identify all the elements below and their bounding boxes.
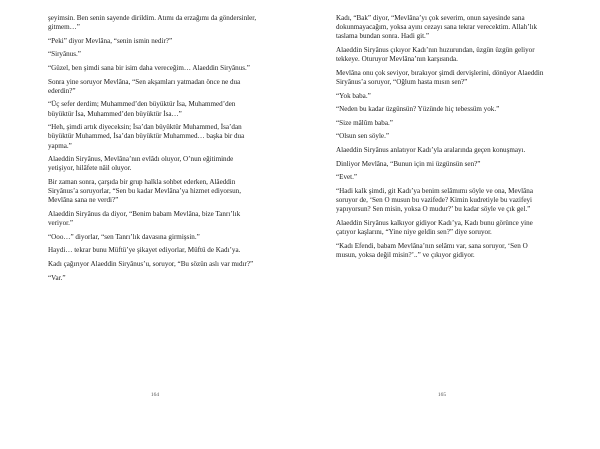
paragraph: “Üç sefer derdim; Muhammed’den büyüktür İsa, Muhammed’den büyüktür İsa, Muhammed’den büyüktür İsa…” [48,100,236,118]
paragraph: “Neden bu kadar üzgünsün? Yüzünde hiç tebessüm yok.” [336,105,500,114]
paragraph: şeyimsin. Ben senin sayende dirildim. Atımı da erzağımı da göndersinler, gitmem…” [48,14,257,32]
paragraph: “Olsun sen söyle.” [336,132,389,141]
left-text-column [48,14,260,287]
paragraph: “Size mâlûm baba.” [336,118,393,127]
right-text-column [336,14,548,264]
paragraph: Dinliyor Mevlâna, “Bunun için mi üzgünsün sen?” [336,159,481,168]
paragraph: Alaeddin Siryânus, Mevlâna’nın evlâdı oluyor, O’nun eğitiminde yetişiyor, hilâfete nâil oluyor. [48,155,234,173]
paragraph: Kadı çağırıyor Alaeddin Siryânus’u, soruyor, “Bu sözün aslı var mıdır?” [48,259,254,268]
paragraph: Kadı, “Bak” diyor, “Mevlâna’yı çok severim, onun sayesinde sana dokunmayacağım, yoksa ayını cezayı sana tekrar verecektim. Allah’lık taslama bundan sonra. Hadi git.” [336,14,538,41]
paragraph: “Var.” [48,273,66,282]
paragraph: “Evet.” [336,173,358,182]
right-page [300,0,600,449]
paragraph: “Peki” diyor Mevlâna, “senin ismin nedir?” [48,36,173,45]
paragraph: Alaeddin Siryânus anlatıyor Kadı’yla aralarında geçen konuşmayı. [336,145,526,154]
paragraph: “Yok baba.” [336,91,371,100]
paragraph: “Kadı Efendi, babam Mevlâna’nın selâmı var, sana soruyor, ‘Sen O musun, yoksa değil misin?’..” ve çıkıyor gidiyor. [336,241,528,259]
paragraph: “Heh, şimdi artık diyeceksin; İsa’dan büyüktür Muhammed, İsa’dan büyüktür Muhammed, İsa’dan büyüktür Muhammed… başka bir dua yapma.” [48,123,245,150]
paragraph: “Ooo…” diyorlar, “sen Tanrı’lık davasına girmişsin.” [48,232,200,241]
paragraph: Alaeddin Siryânus çıkıyor Kadı’nın huzurundan, üzgün üzgün geliyor tekkeye. Oturuyor Mevlâna’nın karşısında. [336,46,535,64]
paragraph: Bir zaman sonra, çarşıda bir grup halkla sohbet ederken, Alâeddin Siryânus’a soruyorlar, “Sen bu kadar Mevlâna’ya hizmet ediyorsun, Mevlâna sana ne verdi?” [48,177,241,205]
paragraph: “Güzel, ben şimdi sana bir isim daha vereceğim… Alaeddin Siryânus.” [48,63,250,72]
page-number: 164 [150,392,160,398]
paragraph: Mevlâna onu çok seviyor, bırakıyor şimdi dervişlerini, dönüyor Alaeddin Siryânus’a soruyor, “Oğlum hasta mısın sen?” [336,68,544,86]
paragraph: “Hadi kalk şimdi, git Kadı’ya benim selâmımı söyle ve ona, Mevlâna soruyor de, ‘Sen O musun bu vazifede? Kimin kudretiyle bu vazifeyi yapıyorsun? Sen misin, yoksa O mudur?’ bu kadar söyle ve çık gel.” [336,186,534,214]
paragraph: Haydi… tekrar bunu Müftü’ye şikayet ediyorlar, Müftü de Kadı’ya. [48,246,241,255]
paragraph: Alaeddin Siryânus da diyor, “Benim babam Mevlâna, bize Tanrı’lık veriyor.” [48,209,241,228]
page-number: 165 [437,392,447,398]
paragraph: Alaeddin Siryânus kalkıyor gidiyor Kadı’ya, Kadı bunu görünce yine çatıyor kaşlarını, “Yine niye geldin sen?” diye soruyor. [336,218,533,236]
paragraph: Sonra yine soruyor Mevlâna, “Sen akşamları yatmadan önce ne dua ederdin?” [48,77,241,95]
paragraph: “Siryânus.” [48,50,81,59]
